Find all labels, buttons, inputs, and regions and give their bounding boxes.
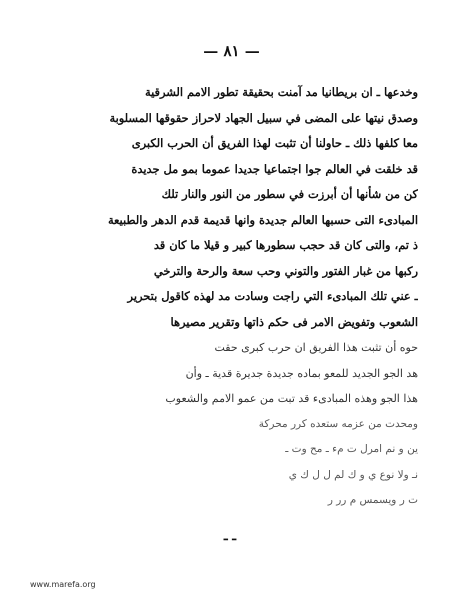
text-line: ـ عني تلك المبادىء التي راجت وسادت مد لهذه كاقول بتحرير [127, 289, 418, 303]
text-line: وصدق نيتها على المضى في سبيل الجهاد لاحراز حقوقها المسلوبة [109, 110, 418, 125]
text-line: الشعوب وتفويض الامر فى حكم ذاتها وتقرير مصيرها [170, 314, 418, 329]
text-line: المبادىء التى حسبها العالم جديدة وانها قديمة قدم الدهر والطبيعة [107, 212, 418, 227]
source-url: www.marefa.org [30, 580, 96, 589]
text-line: معا كلفها ذلك ـ حاولنا أن تثبت لهذا الفريق أن الحرب الكبرى [131, 136, 418, 150]
body-text [96, 80, 418, 514]
text-line: ين و نم امرل ت مء ـ مح وت ـ [285, 443, 418, 455]
text-line: ت ر ويسمس م رر ر [327, 494, 418, 506]
text-line: هذا الجو وهذه المبادىء قد تبت من عمو الامم والشعوب [165, 392, 418, 405]
text-line: وخدعها ـ ان بريطانيا مد آمنت بحقيقة تطور الامم الشرقية [145, 85, 418, 99]
text-line: هد الجو الجديد للمعو بماده جديدة جديرة قدية ـ وأن [185, 366, 418, 380]
text-line: نـ ولا نوع ي و ك لم ل ل ك ي [288, 468, 418, 481]
text-line: قد خلقت في العالم جوا اجتماعيا جديدا عموما بمو مل جديدة [131, 161, 418, 176]
text-line: ومحدت من عزمه ستعده كرر محركة [258, 417, 418, 430]
bottom-mark: ـ ـ [223, 529, 237, 544]
text-line: كن من شأنها أن أبرزت في سطور من النور والنار تلك [161, 187, 418, 201]
page-number: — ٨١ — [203, 42, 260, 60]
text-line: حوه أن تثبت هذا الفريق ان حرب كبرى حقت [214, 341, 418, 354]
text-line: ذ تم، والتى كان قد حجب سطورها كبير و قيلا ما كان قد [153, 238, 418, 252]
text-line: ركبها من غبار الفتور والتوني وحب سعة والرحة والترخي [153, 263, 418, 278]
